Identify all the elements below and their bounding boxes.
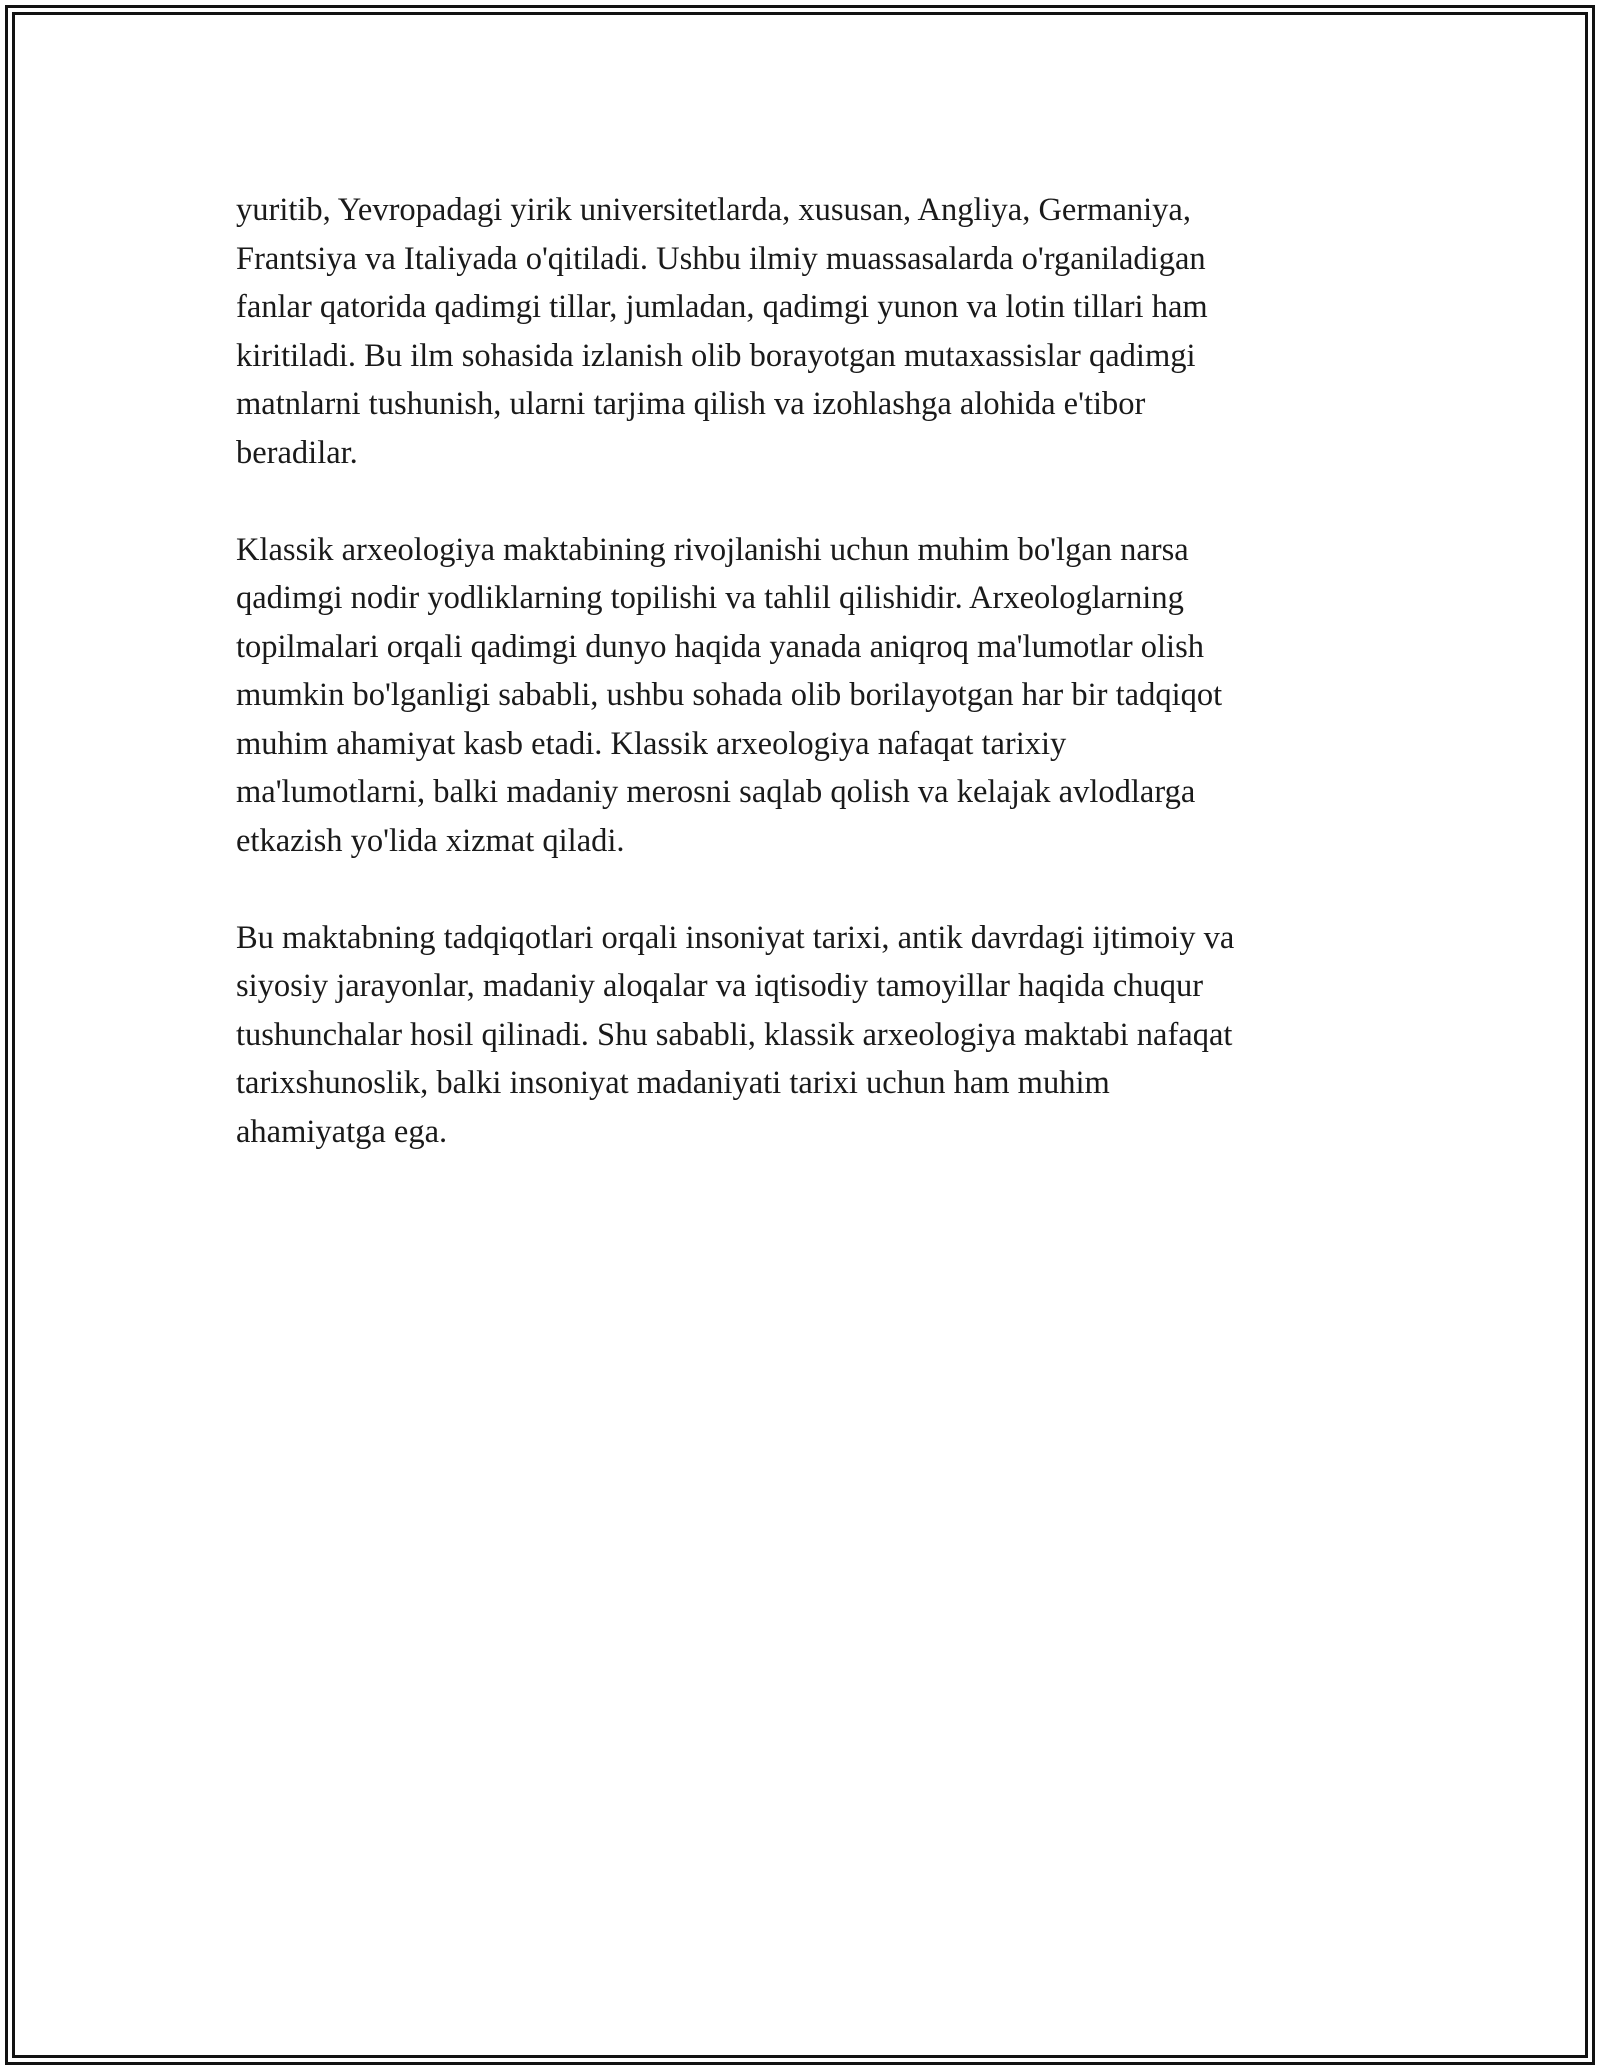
text-line: tarixshunoslik, balki insoniyat madaniyati tarixi uchun ham muhim [236, 1065, 1110, 1101]
text-line: mumkin bo'lganligi sababli, ushbu sohada olib borilayotgan har bir tadqiqot [236, 677, 1223, 713]
text-line: beradilar. [236, 434, 358, 471]
text-line: kiritiladi. Bu ilm sohasida izlanish olib borayotgan mutaxassislar qadimgi [236, 337, 1196, 374]
text-line: topilmalari orqali qadimgi dunyo haqida yanada aniqroq ma'lumotlar olish [236, 628, 1204, 665]
document-body [236, 186, 1396, 1205]
text-line: Frantsiya va Italiyada o'qitiladi. Ushbu ilmiy muassasalarda o'rganiladigan [236, 240, 1206, 277]
text-line: matnlarni tushunish, ularni tarjima qilish va izohlashga alohida e'tibor [236, 386, 1146, 422]
text-line: yuritib, Yevropadagi yirik universitetlarda, xususan, Angliya, Germaniya, [236, 192, 1191, 228]
text-line: tushunchalar hosil qilinadi. Shu sababli, klassik arxeologiya maktabi nafaqat [236, 1016, 1233, 1053]
paragraph-2 [236, 526, 1396, 866]
text-line: qadimgi nodir yodliklarning topilishi va tahlil qilishidir. Arxeologlarning [236, 580, 1184, 616]
paragraph-3 [236, 914, 1396, 1157]
text-line: Klassik arxeologiya maktabining rivojlanishi uchun muhim bo'lgan narsa [236, 531, 1189, 568]
text-line: siyosiy jarayonlar, madaniy aloqalar va iqtisodiy tamoyillar haqida chuqur [236, 968, 1204, 1004]
paragraph-1 [236, 186, 1396, 477]
text-line: ahamiyatga ega. [236, 1113, 448, 1150]
text-line: etkazish yo'lida xizmat qiladi. [236, 822, 625, 859]
text-line: fanlar qatorida qadimgi tillar, jumladan, qadimgi yunon va lotin tillari ham [236, 289, 1208, 325]
text-line: muhim ahamiyat kasb etadi. Klassik arxeologiya nafaqat tarixiy [236, 725, 1067, 762]
text-line: ma'lumotlarni, balki madaniy merosni saqlab qolish va kelajak avlodlarga [236, 774, 1196, 810]
text-line: Bu maktabning tadqiqotlari orqali insoniyat tarixi, antik davrdagi ijtimoiy va [236, 919, 1235, 956]
